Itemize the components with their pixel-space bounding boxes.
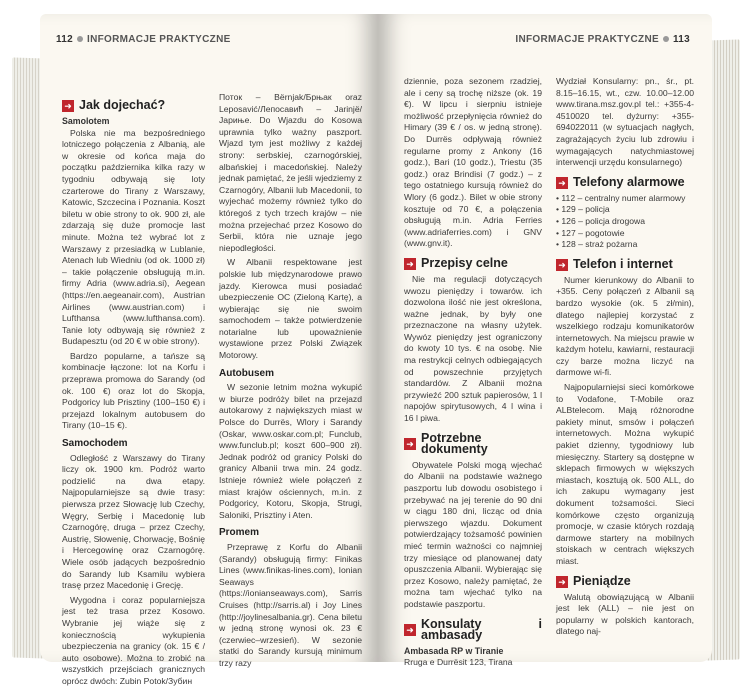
paragraph: Przeprawę z Korfu do Albanii (Sarandy) obsługują firmy: Finikas Lines (www.finikas-lines.com), Ionian Seaways (https://ionianseaways.com), Sarris Cruises (http://sarris.al) i Joy Lines (http://joylinesalbania.gr). Cena biletu w jedną stronę wynosi ok. 23 € (czerwiec–wrzesień). W sezonie statki do Sarandy kursują minimum trzy razy [219,541,362,668]
left-running-head-text: INFORMACJE PRAKTYCZNE [87,34,231,45]
right-page [378,14,712,668]
section-heading-documents [404,430,542,457]
paragraph: Wygodna i coraz popularniejsza jest też trasa przez Kosowo. Wybranie jej wiąże się z koniecznością wykupienia ubezpieczenia na granicy (ok. 15 € / auto osobowe). Można to zrobić na wszystkich przejściach granicznych oprócz dwóch: Zubin Potok/Зубин [62,594,205,686]
arrow-marker-icon: ➜ [556,177,568,189]
paragraph: Najpopularniejsi sieci komórkowe to Vodafone, T-Mobile oraz ALBtelecom. Mają różnorodne pakiety minut, smsów i połączeń internetowych. Można wykupić pakiet dzienny, tygodniowy lub miesięczny. Startery są dostępne w sklepach firmowych w większych miastach, kosztują ok. 500 ALL, do ich zakupu wymagany jest dokument tożsamości. Sieci komórkowe często organizują promocje, w czasie których rozdają darmowe startery na mobilnych stoiskach w centrach większych miast. [556,382,694,566]
left-page [40,14,378,686]
right-running-head [515,34,690,45]
paragraph: Поток – Bërnjak/Брњак oraz Leposavić/Лепосавић – Jarinjë/Јариње. Do Wjazdu do Kosowa uprawnia tylko ważny paszport. Wjazd tym jest możliwy z każdej strony: serbskiej, czarnogórskiej, albańskiej i macedońskiej. Należy jednak pamiętać, że jeśli wjedziemy z Czarnogóry, Albanii lub Macedonii, to wyjechać możemy również tylko do któregoś z tych trzech krajów – nie można przejechać przez Kosowo do Serbii, która nie uznaje jego niepodległości. [219,92,362,253]
sub-ferry: Promem [219,527,260,539]
section-heading-travel [62,100,205,112]
embassy-address: Rruga e Durrësit 123, Tirana [404,657,513,668]
section-title-documents: Potrzebne dokumenty [421,430,488,457]
sub-bus: Autobusem [219,367,274,379]
paragraph: Nie ma regulacji dotyczących wwozu pieniędzy i towarów. ich dozwolona ilość nie jest określona, ważne jednak, by były one przeznaczone na własny użytek. Wywóz pieniędzy jest ograniczony do kwoty 10 tys. € na osobę. Nie ma restrykcji celnych odbiegających od powszechnie przyjętych standardów. Z Albanii można przywieźć 200 sztuk papierosów, 1 l napojów spirytusowych, 4 l wina i 16 l piwa. [404,273,542,424]
section-heading-phone [556,256,694,271]
section-heading-money [556,573,694,588]
right-running-head-text: INFORMACJE PRAKTYCZNE [515,34,659,45]
embassy-name: Ambasada RP w Tiranie [404,645,504,656]
paragraph: Numer kierunkowy do Albanii to +355. Ceny połączeń z Albanii są bardzo wysokie (ok. 5 zł/min), dlatego najlepiej korzystać z wszelkiego rodzaju komunikatorów internetowych. Na miejscu prawie w każdym hotelu, kawiarni, restauracji czy barze można liczyć na darmowe wi-fi. [556,274,694,378]
consular-info: Wydział Konsularny: pn., śr., pt. 8.15–16.15, wt., czw. 10.00–12.00 www.tirana.msz.gov.pl tel.: +355-4-4510020 tel. dyżurny: +355-694022011 (w sytuacjach nagłych, zagrażających życiu lub zdrowiu i wymagających natychmiastowej interwencji urzędu konsularnego) [556,76,694,168]
arrow-marker-icon: ➜ [404,624,416,636]
section-title-consulates: Konsulaty i ambasady [421,616,542,643]
left-col-2 [219,92,362,691]
left-running-head [56,34,231,45]
paragraph: Walutą obowiązującą w Albanii jest lek (ALL) – nie jest on popularny w polskich kantorach, dlatego naj- [556,591,694,637]
right-col-1 [404,76,542,672]
bullet-dot-icon [77,36,83,42]
right-col-2 [556,76,694,672]
paragraph: Bardzo popularne, a tańsze są kombinacje łączone: lot na Korfu i przeprawa promowa do Sarandy (od ok. 100 €) oraz lot do Skopja, Podgoricy lub Prisztiny (100–150 €) i przejazd lokalnym autobusem do Tirany (10–15 €). [62,350,205,431]
left-col-1 [62,92,205,691]
paragraph: dziennie, poza sezonem rzadziej, ale i ceny są trochę niższe (ok. 19 €). W lipcu i sierpniu istnieje możliwość przepłynięcia również do Himary (39 € / os. w jedną stronę). Do Durrës odpływają również regularne promy z Ankony (16 godz.), Bari (10 godz.), Triestu (35 godz.) oraz Brindisi (7 godz.) – z tego ostatniego kursują również do Wlory (6 godz.). Bilet w obie strony kosztuje od 70 €, a połączenia obsługują m.in. Adria Ferries (www.adriaferries.com) i GNV (www.gnv.it). [404,76,542,249]
paragraph: Odległość z Warszawy do Tirany liczy ok. 1900 km. Podróż warto podzielić na dwa etapy. Najpopularniejsze są dwie trasy: pierwsza przez Słowację lub Czechy, Węgry, Serbię i Macedonię lub Czarnogórę, druga – przez Czechy, Austrię, Słowenię, Chorwację, Bośnię i Hercegowinę oraz Czarnogórę. Wiele osób jadących bezpośrednio do Sarandy lub Ksamilu wybiera trasę przez Macedonię i Grecję. [62,452,205,591]
left-page-number: 112 [56,34,74,45]
list-item: • 129 – policja [556,204,610,215]
arrow-marker-icon: ➜ [404,258,416,270]
list-item: • 128 – straż pożarna [556,239,638,250]
sub-car: Samochodem [62,438,128,450]
section-title-emergency: Telefony alarmowe [573,174,685,189]
left-columns [62,92,362,691]
list-item: • 126 – policja drogowa [556,215,646,226]
section-heading-customs [404,258,542,270]
section-title-travel: Jak dojechać? [79,98,166,113]
right-page-number: 113 [672,34,690,45]
section-title-money: Pieniądze [573,573,631,588]
right-columns [404,76,694,672]
section-title-customs: Przepisy celne [421,256,508,271]
paragraph: Obywatele Polski mogą wjechać do Albanii na podstawie ważnego paszportu lub dowodu osobistego i przebywać na jej terenie do 90 dni w ciągu 180 dni, licząc od dnia pierwszego wjazdu. Dokument potwierdzający tożsamość powinien mieć termin ważności co najmniej trzy miesiące od planowanej daty opuszczenia Albanii. Wybierając się przez Kosowo, należy pamiętać, że można tam wjechać tylko na podstawie paszportu. [404,459,542,609]
list-item: • 127 – pogotowie [556,227,625,238]
paragraph: W Albanii respektowane jest polskie lub międzynarodowe prawo jazdy. Kierowca musi posiadać ubezpieczenie OC (Zieloną Kartę), a wybierając się nie swoim samochodem – także potwierdzenie notarialne lub upoważnienie wystawione przez Polski Związek Motorowy. [219,257,362,361]
bullet-dot-icon [663,36,669,42]
arrow-marker-icon: ➜ [556,259,568,271]
arrow-marker-icon: ➜ [62,100,74,112]
paragraph: Polska nie ma bezpośredniego lotniczego połączenia z Albanią, ale w okresie od końca maja do początku października kilka razy w tygodniu odbywają się loty czarterowe do Tirany z Warszawy, Katowic, Szczecina i Poznania. Koszt biletu w obie strony to ok. 900 zł, ale zdarzają się duże promocje last minute. Można też wybrać lot z Warszawy z przesiadką w Lublanie, Atenach lub Wiedniu (od ok. 1000 zł) – takie połączenie obsługują m.in. firmy Adria (www.adria.si), Aegean (https://en.aegeanair.com), Austrian Airlines (www.austrian.com) i Lufthansa (www.lufthansa.com). Tanie loty odbywają się również z Budapesztu (od 20 € w obie strony). [62,127,205,347]
emergency-list [556,193,694,251]
arrow-marker-icon: ➜ [404,438,416,450]
sub-plane: Samolotem [62,116,110,126]
section-heading-consulates [404,616,542,643]
list-item: • 112 – centralny numer alarmowy [556,192,686,203]
arrow-marker-icon: ➜ [556,576,568,588]
paragraph: W sezonie letnim można wykupić w biurze podróży bilet na przejazd autokarowy z największych miast w Polsce do Durrës, Wlory i Sarandy (Oskar, www.oskar.com.pl; Funclub, www.funclub.pl; koszt 600–900 zł). Jednak podróż od granicy Polski do granicy Albanii trwa min. 24 godz. Istnieje również wiele połączeń z miast krajów ościennych, m.in. z Podgoricy, Kotoru, Skopja, Strugi, Saloniki, Prisztiny i Aten. [219,382,362,520]
section-heading-emergency [556,174,694,189]
section-title-phone: Telefon i internet [573,256,673,271]
